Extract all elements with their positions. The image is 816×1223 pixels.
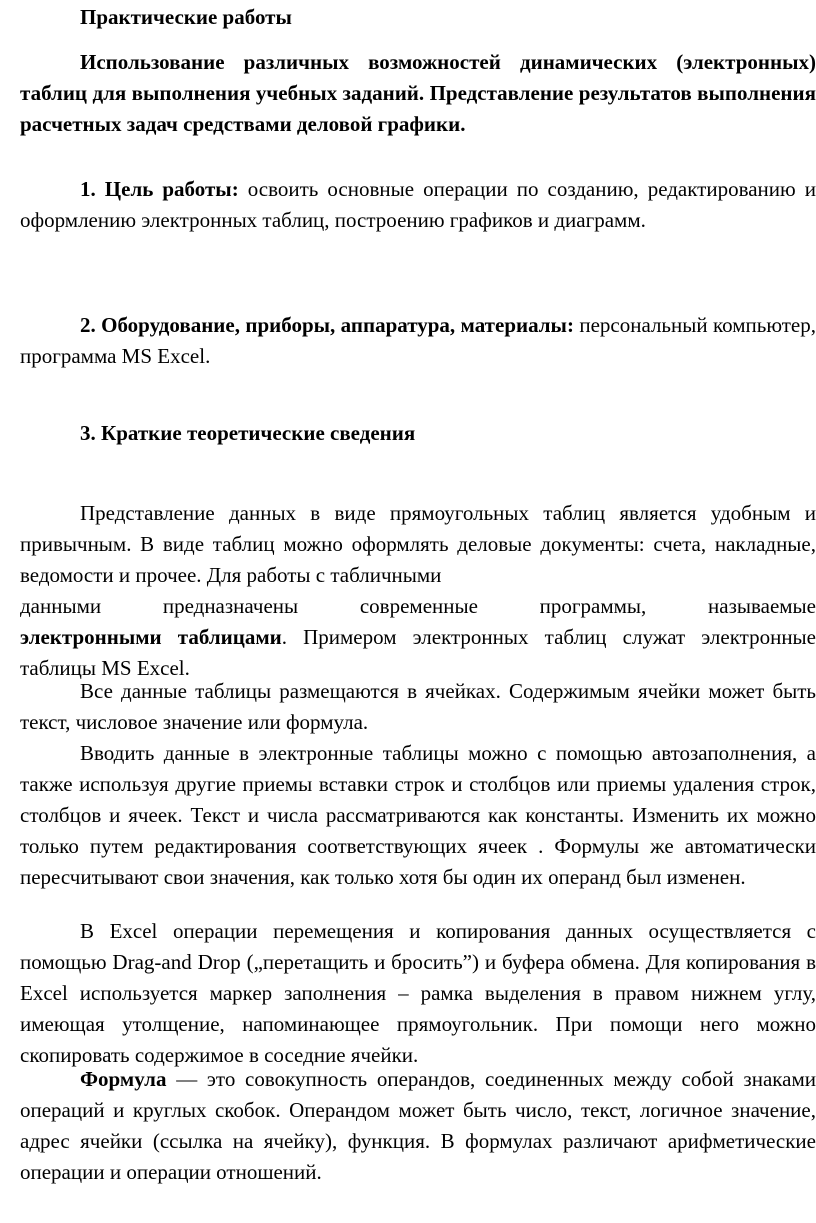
- equipment-paragraph: [20, 310, 816, 372]
- paragraph-1-tail: . Примером электронных таблиц служат электронные таблицы MS Excel.: [20, 625, 816, 680]
- paragraph-1-part-2: данными предназначены современные программы, называемые: [20, 594, 816, 618]
- equipment-label: 2. Оборудование, приборы, аппаратура, материалы:: [80, 313, 574, 337]
- spreadsheet-term: электронными таблицами: [20, 625, 282, 649]
- section-title: Практические работы: [80, 5, 292, 29]
- goal-text: освоить основные операции по созданию, редактированию и оформлению электронных таблиц, построению графиков и диаграмм.: [20, 177, 816, 232]
- equipment-text: персональный компьютер, программа MS Excel.: [20, 313, 816, 368]
- theory-heading: 3. Краткие теоретические сведения: [80, 421, 416, 445]
- theory-paragraph-2: Все данные таблицы размещаются в ячейках. Содержимым ячейки может быть текст, числовое значение или формула.: [20, 679, 816, 734]
- formula-term: Формула: [80, 1067, 167, 1091]
- theory-paragraph-3: Вводить данные в электронные таблицы можно с помощью автозаполнения, а также используя другие приемы вставки строк и столбцов или приемы удаления строк, столбцов и ячеек. Текст и числа рассматриваются как константы. Изменить их можно только путем редактирования соответствующих ячеек . Формулы же автоматически пересчитывают свои значения, как только хотя бы один их операнд был изменен.: [20, 741, 816, 889]
- theory-paragraph-4: В Excel операции перемещения и копирования данных осуществляется с помощью Drag-and Drop („перетащить и бросить”) и буфера обмена. Для копирования в Excel используется маркер заполнения – рамка выделения в правом нижнем углу, имеющая утолщение, напоминающее прямоугольник. При помощи него можно скопировать содержимое в соседние ячейки.: [20, 919, 816, 1067]
- formula-definition: — это совокупность операндов, соединенных между собой знаками операций и круглых скобок. Операндом может быть число, текст, логичное значение, адрес ячейки (ссылка на ячейку), функция. В формулах различают арифметические операции и операции отношений.: [20, 1067, 816, 1184]
- theory-paragraph-5: [20, 1064, 816, 1188]
- paragraph-1-part-1: Представление данных в виде прямоугольных таблиц является удобным и привычным. В виде таблиц можно оформлять деловые документы: счета, накладные, ведомости и прочее. Для работы с табличными: [20, 501, 816, 587]
- topic-title: Использование различных возможностей динамических (электронных) таблиц для выполнения учебных заданий. Представление результатов выполнения расчетных задач средствами деловой графики.: [20, 50, 816, 136]
- paragraph-1-part-3: [20, 622, 816, 684]
- goal-label: 1. Цель работы:: [80, 177, 239, 201]
- goal-paragraph: [20, 174, 816, 236]
- theory-paragraph-1: [20, 498, 816, 684]
